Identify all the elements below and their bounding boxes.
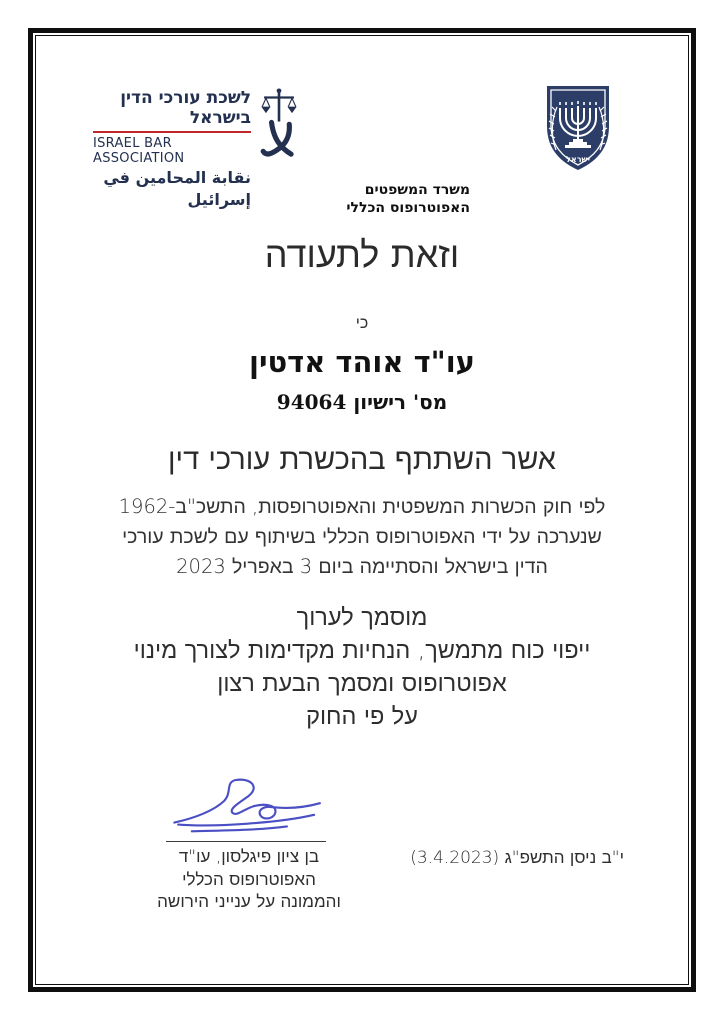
signatory-name: בן ציון פיגלסון, עו"ד — [178, 847, 320, 867]
red-divider-line — [93, 131, 251, 133]
signature-line — [166, 841, 326, 842]
signatory-block — [118, 846, 380, 914]
ministry-line-2: האפוטרופוס הכללי — [346, 200, 470, 216]
certificate-date: י"ב ניסן התשפ"ג (3.4.2023) — [410, 848, 624, 868]
certificate-holder-name: עו"ד אוהד אדטין — [248, 345, 475, 379]
bar-association-name-arabic: نقابة المحامين في إسرائيل — [103, 168, 251, 209]
training-paragraph-line-1: לפי חוק הכשרות המשפטית והאפוטרופסות, התשכ"ב-1962 — [118, 495, 606, 518]
bar-association-name-hebrew: לשכת עורכי הדין בישראל — [120, 88, 251, 128]
certificate-preamble: כי — [355, 313, 369, 332]
authorization-line-3: אפוטרופוס ומסמך הבעת רצון — [217, 669, 507, 697]
authorization-line-4: על פי החוק — [306, 702, 418, 730]
bar-association-text-block — [93, 88, 251, 211]
israel-state-emblem — [543, 82, 613, 174]
certificate-title: וזאת לתעודה — [264, 235, 460, 276]
signatory-role-1: האפוטרופוס הכללי — [182, 869, 316, 890]
training-paragraph — [0, 492, 724, 582]
ministry-line-1: משרד המשפטים — [364, 182, 470, 198]
emblem-israel-label: ישראל — [566, 155, 590, 164]
authorization-statement — [0, 601, 724, 733]
ministry-heading — [330, 181, 470, 217]
training-paragraph-line-3: הדין בישראל והסתיימה ביום 3 באפריל 2023 — [176, 555, 548, 578]
license-number: מס' רישיון 94064 — [276, 390, 448, 414]
signatory-role-2: והממונה על ענייני הירושה — [157, 892, 341, 912]
israel-bar-association-logo — [93, 88, 298, 211]
training-paragraph-line-2: שנערכה על ידי האפוטרופוס הכללי בשיתוף עם לשכת עורכי — [122, 525, 602, 548]
handwritten-signature — [166, 776, 336, 842]
scales-of-justice-icon — [260, 88, 298, 170]
authorization-line-1: מוסמך לערוך — [296, 603, 428, 631]
authorization-line-2: ייפוי כוח מתמשך, הנחיות מקדימות לצורך מינוי — [133, 636, 591, 664]
certificate-subtitle: אשר השתתף בהכשרת עורכי דין — [168, 442, 556, 476]
bar-association-name-english: ISRAEL BAR ASSOCIATION — [93, 136, 185, 166]
